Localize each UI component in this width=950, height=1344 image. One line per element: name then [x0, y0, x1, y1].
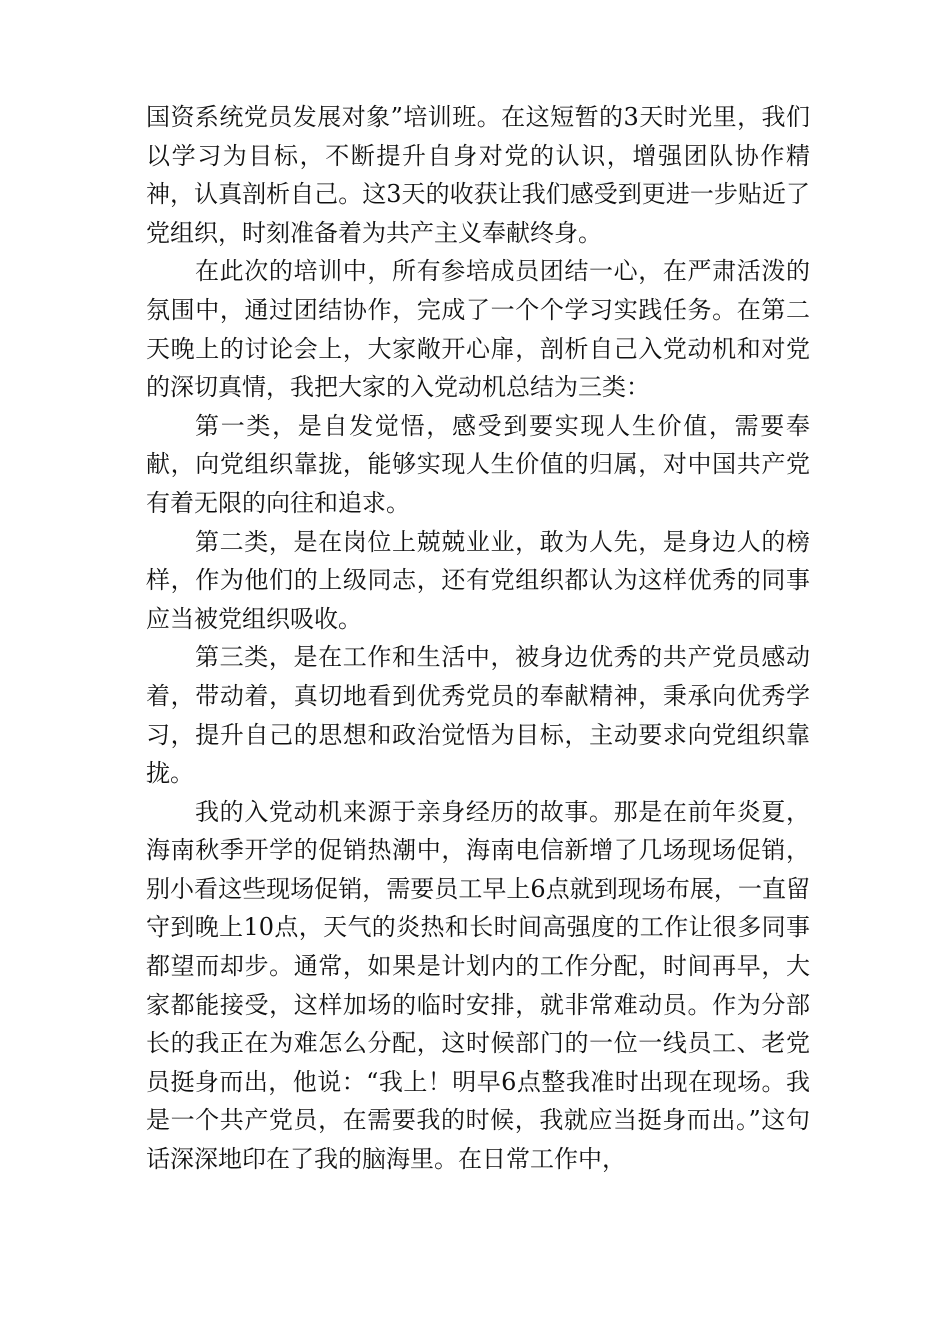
paragraph-category-three: 第三类，是在工作和生活中，被身边优秀的共产党员感动着，带动着，真切地看到优秀党员的奉献精神，秉承向优秀学习，提升自己的思想和政治觉悟为目标，主动要求向党组织靠拢。	[146, 643, 810, 788]
paragraph-category-two: 第二类，是在岗位上兢兢业业，敢为人先，是身边人的榜样，作为他们的上级同志，还有党组织都认为这样优秀的同事应当被党组织吸收。	[146, 527, 810, 633]
document-body	[146, 98, 810, 1179]
paragraph-training-summary: 在此次的培训中，所有参培成员团结一心，在严肃活泼的氛围中，通过团结协作，完成了一个个学习实践任务。在第二天晚上的讨论会上，大家敞开心扉，剖析自己入党动机和对党的深切真情，我把大家的入党动机总结为三类：	[146, 257, 810, 402]
paragraph-continuation: 国资系统党员发展对象”培训班。在这短暂的3天时光里，我们以学习为目标，不断提升自身对党的认识，增强团队协作精神，认真剖析自己。这3天的收获让我们感受到更进一步贴近了党组织，时刻准备着为共产主义奉献终身。	[146, 103, 810, 247]
paragraph-personal-story: 我的入党动机来源于亲身经历的故事。那是在前年炎夏，海南秋季开学的促销热潮中，海南电信新增了几场现场促销，别小看这些现场促销，需要员工早上6点就到现场布展，一直留守到晚上10点，天气的炎热和长时间高强度的工作让很多同事都望而却步。通常，如果是计划内的工作分配，时间再早，大家都能接受，这样加场的临时安排，就非常难动员。作为分部长的我正在为难怎么分配，这时候部门的一位一线员工、老党员挺身而出，他说：“我上！明早6点整我准时出现在现场。我是一个共产党员，在需要我的时候，我就应当挺身而出。”这句话深深地印在了我的脑海里。在日常工作中，	[146, 797, 810, 1174]
paragraph-category-one: 第一类，是自发觉悟，感受到要实现人生价值，需要奉献，向党组织靠拢，能够实现人生价值的归属，对中国共产党有着无限的向往和追求。	[146, 411, 810, 517]
